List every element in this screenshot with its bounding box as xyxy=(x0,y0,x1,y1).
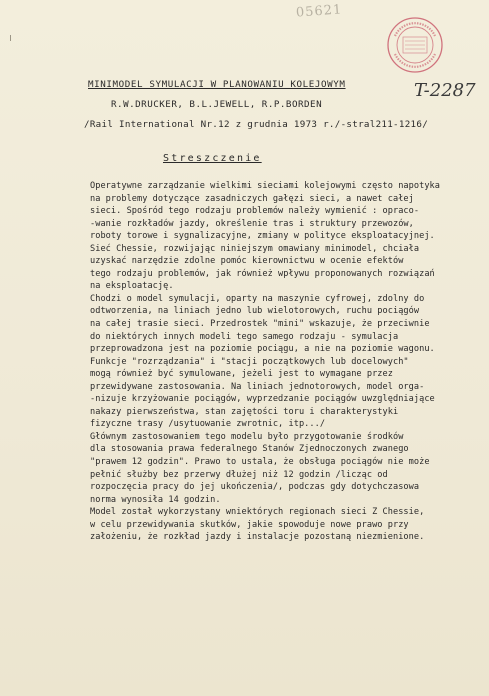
body-line: sieci. Spośród tego rodzaju problemów należy wymienić : opraco- xyxy=(90,206,420,217)
body-line: -wanie rozkładów jazdy, określenie tras i struktury przewozów, xyxy=(90,218,414,229)
body-line: mogą również być symulowane, jeżeli jest to wymagane przez xyxy=(90,369,393,380)
source-citation: /Rail International Nr.12 z grudnia 1973 r./-stral211-1216/ xyxy=(84,119,429,130)
body-line: Głównym zastosowaniem tego modelu było przygotowanie środków xyxy=(90,431,404,442)
body-line: Sieć Chessie, rozwijając niniejszym omawiany minimodel, chciała xyxy=(90,243,420,254)
body-line: norma wynosiła 14 godzin. xyxy=(90,494,221,505)
body-line: przewidywane zastosowania. Na liniach jednotorowych, model orga- xyxy=(90,381,425,392)
library-stamp xyxy=(386,16,444,74)
body-line: w celu przewidywania skutków, jakie spowoduje nowe prawo przy xyxy=(90,519,409,530)
body-line: na eksploatację. xyxy=(90,281,174,292)
body-line: "prawem 12 godzin". Prawo to ustala, że obsługa pociągów nie może xyxy=(90,457,430,468)
body-line: roboty torowe i sygnalizacyjne, zmiany w polityce eksploatacyjnej. xyxy=(90,231,435,242)
body-line: dla stosowania prawa federalnego Stanów Zjednoczonych zwanego xyxy=(90,444,409,455)
document-title: MINIMODEL SYMULACJI W PLANOWANIU KOLEJOWYM xyxy=(88,79,346,90)
body-line: Operatywne zarządzanie wielkimi sieciami kolejowymi często napotyka xyxy=(90,181,440,191)
margin-mark xyxy=(10,35,17,41)
authors-line: R.W.DRUCKER, B.L.JEWELL, R.P.BORDEN xyxy=(111,99,323,110)
body-line: Chodzi o model symulacji, oparty na maszynie cyfrowej, zdolny do xyxy=(90,293,425,304)
body-line: założeniu, że rozkład jazdy i instalacje pozostaną niezmienione. xyxy=(90,532,425,543)
body-line: tego rodzaju problemów, jak również wpływu proponowanych rozwiązań xyxy=(90,268,435,279)
body-line: przeprowadzona jest na poziomie pociągu, a nie na poziomie wagonu. xyxy=(90,344,435,355)
body-line: odtworzenia, na liniach jedno lub wielotorowych, ruchu pociągów xyxy=(90,306,420,317)
body-line: -nizuje krzyżowanie pociągów, wyprzedzanie pociągów uwzględniające xyxy=(90,394,435,405)
body-line: Model został wykorzystany wniektórych regionach sieci Z Chessie, xyxy=(90,507,425,518)
body-line: na całej trasie sieci. Przedrostek "mini" wskazuje, że przeciwnie xyxy=(90,319,430,330)
body-line: uzyskać narzędzie zdolne pomóc kierownictwu w ocenie efektów xyxy=(90,256,404,267)
handwritten-number: 05621 xyxy=(295,2,343,21)
body-line: rozpoczęcia pracy do jej ukończenia/, podczas gdy dotychczasowa xyxy=(90,482,420,493)
body-line: nakazy pierwszeństwa, stan zajętości toru i charakterystyki xyxy=(90,406,399,417)
body-line: do niektórych innych modeli tego samego rodzaju - symulacja xyxy=(90,331,399,342)
body-line: na problemy dotyczące zasadniczych gałęzi sieci, a nawet całej xyxy=(90,193,414,204)
body-line: pełnić służby bez przerwy dłużej niż 12 godzin /licząc od xyxy=(90,469,388,480)
abstract-body xyxy=(90,180,485,544)
body-line: fizyczne trasy /usytuowanie zwrotnic, itp.../ xyxy=(90,419,326,430)
reference-number: T-2287 xyxy=(414,80,476,101)
section-heading: Streszczenie xyxy=(163,153,262,164)
body-line: Funkcje "rozrządzania" i "stacji początkowych lub docelowych" xyxy=(90,356,409,367)
